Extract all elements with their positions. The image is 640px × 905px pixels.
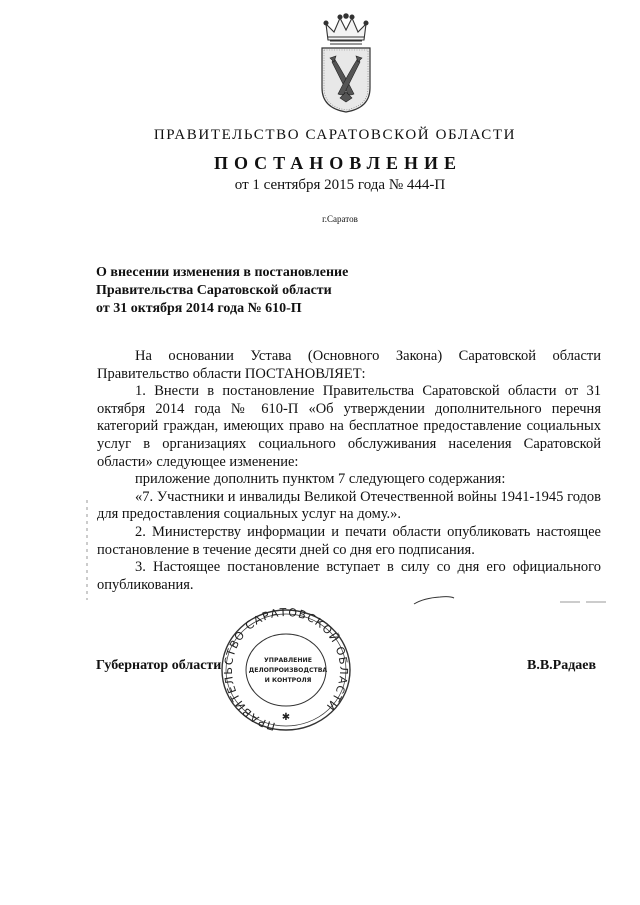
signatory-name: В.В.Радаев: [527, 658, 597, 673]
signatory-position: Губернатор области: [96, 658, 222, 673]
document-subject: [96, 264, 348, 318]
stamp-center-line: УПРАВЛЕНИЕ: [264, 657, 312, 664]
document-type-title: ПОСТАНОВЛЕНИЕ: [213, 153, 463, 173]
stamp-center-line: И КОНТРОЛЯ: [264, 677, 312, 684]
subject-line: О внесении изменения в постановление: [96, 265, 349, 280]
item-1-paragraph: 1. Внести в постановление Правительства Саратовской области от 31 октября 2014 года № 610-П «Об утверждении дополнительного перечня категорий граждан, имеющих право на бесплатное предоставление социальных услуг в организациях социального обслуживания населения Саратовской области» следующее изменение:: [97, 383, 601, 470]
handwritten-mark: [410, 592, 610, 608]
margin-line: [86, 500, 88, 600]
intro-paragraph: На основании Устава (Основного Закона) Саратовской области Правительство области ПОСТАНОВЛЯЕТ:: [97, 348, 601, 382]
item-1-appendix-paragraph: приложение дополнить пунктом 7 следующего содержания:: [135, 471, 506, 488]
coat-of-arms-emblem: [314, 12, 378, 114]
item-1-quote-paragraph: «7. Участники и инвалиды Великой Отечественной войны 1941-1945 годов для предоставления социальных услуг на дому.».: [97, 488, 601, 523]
stamp-center-line: ДЕЛОПРОИЗВОДСТВА: [248, 667, 328, 674]
document-date-number: от 1 сентября 2015 года № 444-П: [234, 177, 446, 193]
item-3-paragraph: 3. Настоящее постановление вступает в силу со дня его официального опубликования.: [97, 559, 601, 593]
government-title: ПРАВИТЕЛЬСТВО САРАТОВСКОЙ ОБЛАСТИ: [153, 127, 517, 143]
document-body: [97, 348, 601, 594]
subject-line: Правительства Саратовской области: [96, 283, 332, 298]
item-2-paragraph: 2. Министерству информации и печати области опубликовать настоящее постановление в течение десяти дней со дня его подписания.: [97, 523, 601, 558]
stamp-ring-text: ПРАВИТЕЛЬСТВО САРАТОВСКОЙ ОБЛАСТИ: [222, 606, 351, 733]
subject-line: от 31 октября 2014 года № 610-П: [96, 301, 302, 316]
document-city: г.Саратов: [322, 214, 358, 224]
stamp-star-icon: ✱: [281, 712, 291, 723]
official-stamp: [216, 606, 356, 734]
